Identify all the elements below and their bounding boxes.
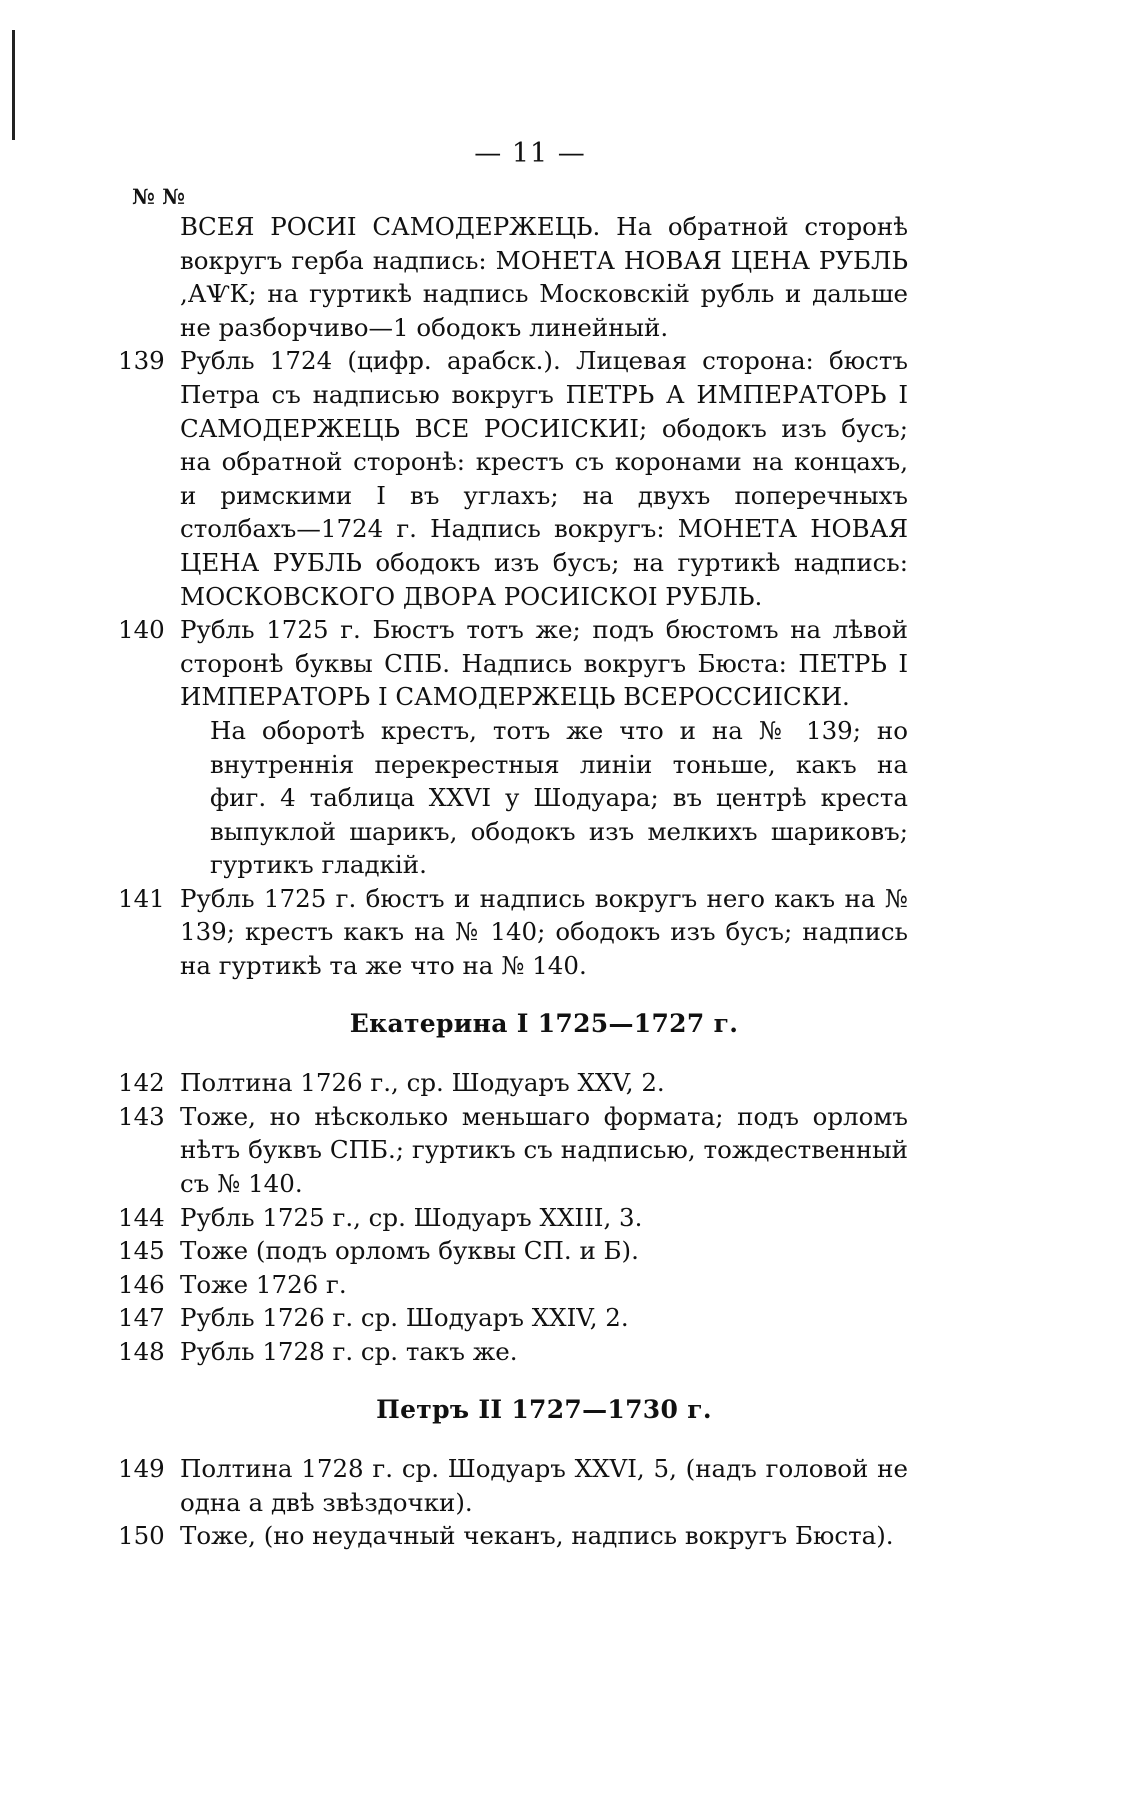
entry-number: 144: [118, 1202, 165, 1232]
catalog-entry-142: [118, 1066, 908, 1100]
catalog-text: [118, 210, 908, 1553]
entry-text: Тоже 1726 г.: [180, 1269, 347, 1299]
entry-text: Рубль 1725 г. Бюстъ тотъ же; подъ бюстомъ на лѣвой сторонѣ буквы СПБ. Надпись вокругъ Бюста: ПЕТРЬ І ИМПЕРАТОРЬ І САМОДЕРЖЕЦЬ ВСЕРОССИІСКИ.: [180, 615, 908, 712]
entry-text: Полтина 1728 г. ср. Шодуаръ XXVI, 5, (надъ головой не одна а двѣ звѣздочки).: [180, 1454, 908, 1517]
catalog-entry-140: [118, 613, 908, 714]
catalog-entry-144: [118, 1201, 908, 1235]
entry-text: Рубль 1728 г. ср. такъ же.: [180, 1337, 518, 1366]
entry-number: 140: [118, 615, 165, 645]
entry-text: ВСЕЯ РОСИІ САМОДЕРЖЕЦЬ. На обратной сторонѣ вокругъ герба надпись: МОНЕТА НОВАЯ ЦЕНА РУБЛЬ ,АѰК; на гуртикѣ надпись Московскій рубль и дальше не разборчиво—1 ободокъ линейный.: [180, 212, 908, 342]
entry-text: Рубль 1724 (цифр. арабск.). Лицевая сторона: бюстъ Петра съ надписью вокругъ ПЕТРЬ А ИМПЕРАТОРЬ І САМОДЕРЖЕЦЬ ВСЕ РОСИІСКИІ; ободокъ изъ бусъ; на обратной сторонѣ: крестъ съ коронами на концахъ, и римскими І въ углахъ; на двухъ поперечныхъ столбахъ—1724 г. Надпись вокругъ: МОНЕТА НОВАЯ ЦЕНА РУБЛЬ ободокъ изъ бусъ; на гуртикѣ надпись: МОСКОВСКОГО ДВОРА РОСИІСКОІ РУБЛЬ.: [180, 346, 908, 611]
page-number: — 11 —: [474, 138, 586, 169]
entry-text: Рубль 1725 г., ср. Шодуаръ XXIII, 3.: [180, 1202, 643, 1232]
entry-text: Полтина 1726 г., ср. Шодуаръ XXV, 2.: [180, 1068, 665, 1098]
entry-number: 148: [118, 1337, 165, 1366]
entry-number: 143: [118, 1101, 165, 1131]
catalog-entry-148: [118, 1335, 908, 1369]
margin-ink-mark: [12, 30, 15, 140]
numero-column-header: № №: [132, 184, 185, 209]
catalog-entry-139: [118, 344, 908, 613]
entry-number: 146: [118, 1269, 165, 1299]
entry-number: 149: [118, 1454, 165, 1484]
entry-number: 145: [118, 1236, 165, 1266]
entry-text: Тоже, (но неудачный чеканъ, надпись вокругъ Бюста).: [180, 1521, 894, 1551]
entry-number: 141: [118, 883, 165, 913]
entry-text: Тоже, но нѣсколько меньшаго формата; подъ орломъ нѣтъ буквъ СПБ.; гуртикъ съ надписью, тождественный съ № 140.: [180, 1101, 908, 1199]
section-heading-catherine: Екатерина I 1725—1727 г.: [349, 1008, 739, 1038]
catalog-entry-143: [118, 1100, 908, 1201]
catalog-entry-149: [118, 1452, 908, 1519]
entry-text: Рубль 1725 г. бюстъ и надпись вокругъ него какъ на № 139; крестъ какъ на № 140; ободокъ изъ бусъ; надпись на гуртикѣ та же что на № 140.: [180, 883, 908, 981]
section-heading-peter-ii: Петръ II 1727—1730 г.: [376, 1394, 712, 1424]
catalog-entry-145: [118, 1234, 908, 1268]
catalog-entry-141: [118, 882, 908, 983]
entry-140-note: На оборотѣ крестъ, тотъ же что и на № 139; но внутреннія перекрестныя линіи тоньше, какъ на фиг. 4 таблица XXVI у Шодуара; въ центрѣ креста выпуклой шарикъ, ободокъ изъ мелкихъ шариковъ; гуртикъ гладкій.: [210, 715, 908, 880]
catalog-entry-147: [118, 1301, 908, 1335]
entry-text: Рубль 1726 г. ср. Шодуаръ XXIV, 2.: [180, 1303, 629, 1333]
catalog-entry-150: [118, 1519, 908, 1553]
entry-number: 139: [118, 346, 165, 376]
continued-entry: [118, 210, 908, 344]
entry-number: 147: [118, 1303, 165, 1333]
entry-number: 150: [118, 1521, 165, 1551]
entry-number: 142: [118, 1068, 165, 1098]
catalog-entry-146: [118, 1268, 908, 1302]
entry-text: Тоже (подъ орломъ буквы СП. и Б).: [180, 1236, 639, 1266]
